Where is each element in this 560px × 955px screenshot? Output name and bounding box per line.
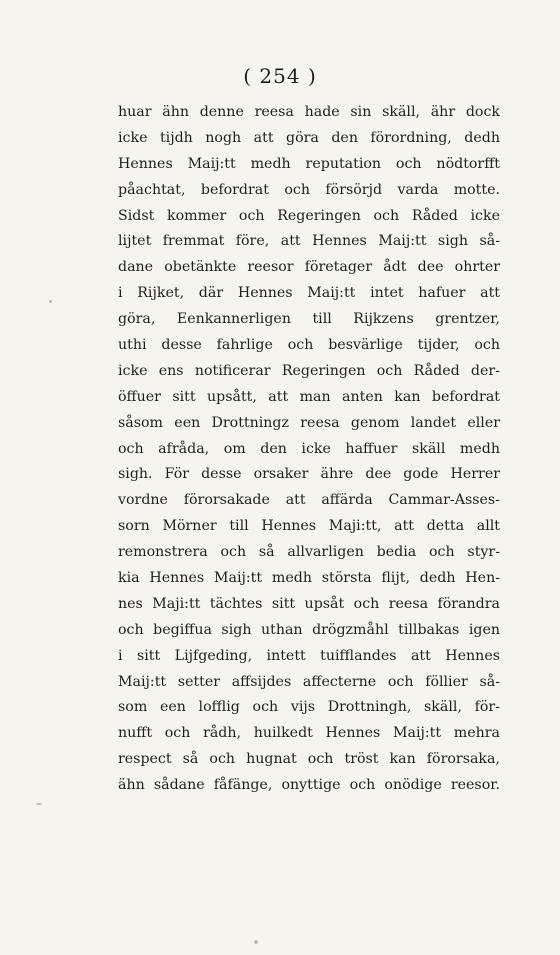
- paper-speck: [254, 940, 258, 944]
- text-line: göra, Eenkannerligen till Rijkzens grentzer,: [118, 311, 500, 328]
- text-line: dane obetänkte reesor företager ådt dee ohrter: [118, 259, 500, 276]
- text-line: sigh. För desse orsaker ähre dee gode Herrer: [118, 466, 500, 483]
- text-line: ähn sådane fåfänge, onyttige och onödige reesor.: [118, 777, 500, 794]
- text-line: och afråda, om den icke haffuer skäll medh: [118, 440, 500, 457]
- text-line: sorn Mörner till Hennes Maji:tt, att detta allt: [118, 518, 500, 535]
- text-line: icke tijdh nogh att göra den förordning, dedh: [118, 129, 500, 146]
- paper-speck: [49, 300, 52, 303]
- body-text: [118, 100, 500, 799]
- text-line: icke ens notificerar Regeringen och Råded der-: [118, 362, 500, 379]
- text-line: öffuer sitt upsått, att man anten kan befordrat: [118, 388, 500, 405]
- text-line: som een lofflig och vijs Drottningh, skäll, för-: [118, 699, 500, 716]
- text-line: lijtet fremmat före, att Hennes Maij:tt sigh så-: [118, 233, 500, 250]
- paper-speck: [36, 803, 42, 805]
- page-number: ( 254 ): [243, 64, 317, 88]
- text-line: remonstrera och så allvarligen bedia och styr-: [118, 544, 500, 561]
- text-line: Sidst kommer och Regeringen och Råded icke: [118, 207, 500, 224]
- text-line: uthi desse fahrlige och besvärlige tijder, och: [118, 337, 500, 354]
- text-line: nes Maji:tt tächtes sitt upsåt och reesa förandra: [118, 595, 500, 612]
- text-line: i Rijket, där Hennes Maij:tt intet hafuer att: [118, 285, 500, 302]
- text-line: huar ähn denne reesa hade sin skäll, ähr dock: [118, 104, 500, 120]
- text-line: kia Hennes Maij:tt medh största flijt, dedh Hen-: [118, 570, 500, 587]
- text-line: såsom een Drottningz reesa genom landet eller: [118, 414, 500, 431]
- text-line: Maij:tt setter affsijdes affecterne och föllier så-: [118, 673, 500, 690]
- text-line: Hennes Maij:tt medh reputation och nödtorfft: [118, 155, 500, 172]
- text-line: och begiffua sigh uthan drögzmåhl tillbakas igen: [118, 621, 500, 638]
- text-line: i sitt Lijfgeding, intett tuifflandes att Hennes: [118, 647, 500, 664]
- text-line: respect så och hugnat och tröst kan förorsaka,: [118, 751, 500, 768]
- text-line: påachtat, befordrat och försörjd varda motte.: [118, 181, 500, 198]
- text-line: vordne förorsakade att affärda Cammar-Asses-: [118, 492, 500, 509]
- text-line: nufft och rådh, huilkedt Hennes Maij:tt mehra: [118, 725, 500, 742]
